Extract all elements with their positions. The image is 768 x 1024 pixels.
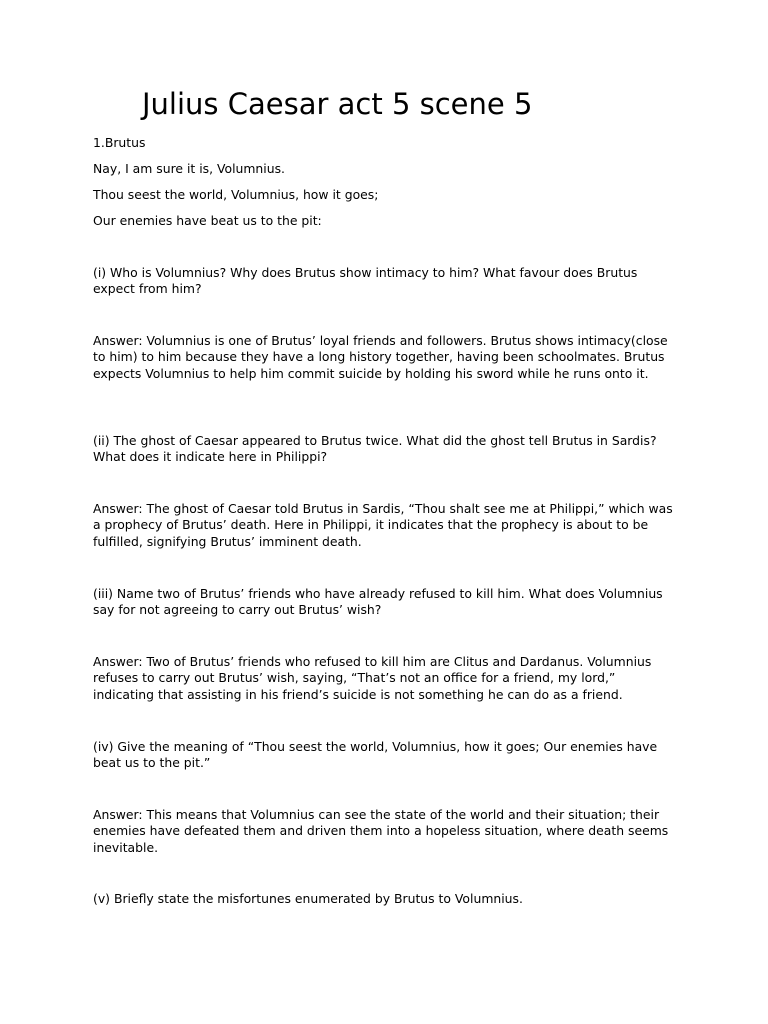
quote-line-3: Our enemies have beat us to the pit: [93,213,322,228]
question-1: (i) Who is Volumnius? Why does Brutus show intimacy to him? What favour does Brutus expect from him? [93,265,638,297]
question-5: (v) Briefly state the misfortunes enumerated by Brutus to Volumnius. [93,891,523,906]
question-2: (ii) The ghost of Caesar appeared to Brutus twice. What did the ghost tell Brutus in Sardis? What does it indicate here in Philippi? [93,433,657,465]
speaker-label: 1.Brutus [93,135,146,150]
answer-2: Answer: The ghost of Caesar told Brutus in Sardis, “Thou shalt see me at Philippi,” which was a prophecy of Brutus’ death. Here in Philippi, it indicates that the prophecy is about to be fulfilled, signifying Brutus’ imminent death. [93,501,673,549]
answer-3: Answer: Two of Brutus’ friends who refused to kill him are Clitus and Dardanus. Volumnius refuses to carry out Brutus’ wish, saying, “That’s not an office for a friend, my lord,” indicating that assisting in his friend’s suicide is not something he can do as a friend. [93,654,652,702]
question-3: (iii) Name two of Brutus’ friends who have already refused to kill him. What does Volumnius say for not agreeing to carry out Brutus’ wish? [93,586,663,618]
quote-line-1: Nay, I am sure it is, Volumnius. [93,161,285,176]
question-4: (iv) Give the meaning of “Thou seest the world, Volumnius, how it goes; Our enemies have beat us to the pit.” [93,739,658,771]
answer-1: Answer: Volumnius is one of Brutus’ loyal friends and followers. Brutus shows intimacy(close to him) to him because they have a long history together, having been schoolmates. Brutus expects Volumnius to help him commit suicide by holding his sword while he runs onto it. [93,333,668,381]
quote-line-2: Thou seest the world, Volumnius, how it goes; [93,187,379,202]
page-title: Julius Caesar act 5 scene 5 [142,87,533,121]
answer-4: Answer: This means that Volumnius can see the state of the world and their situation; their enemies have defeated them and driven them into a hopeless situation, where death seems inevitable. [93,807,669,855]
